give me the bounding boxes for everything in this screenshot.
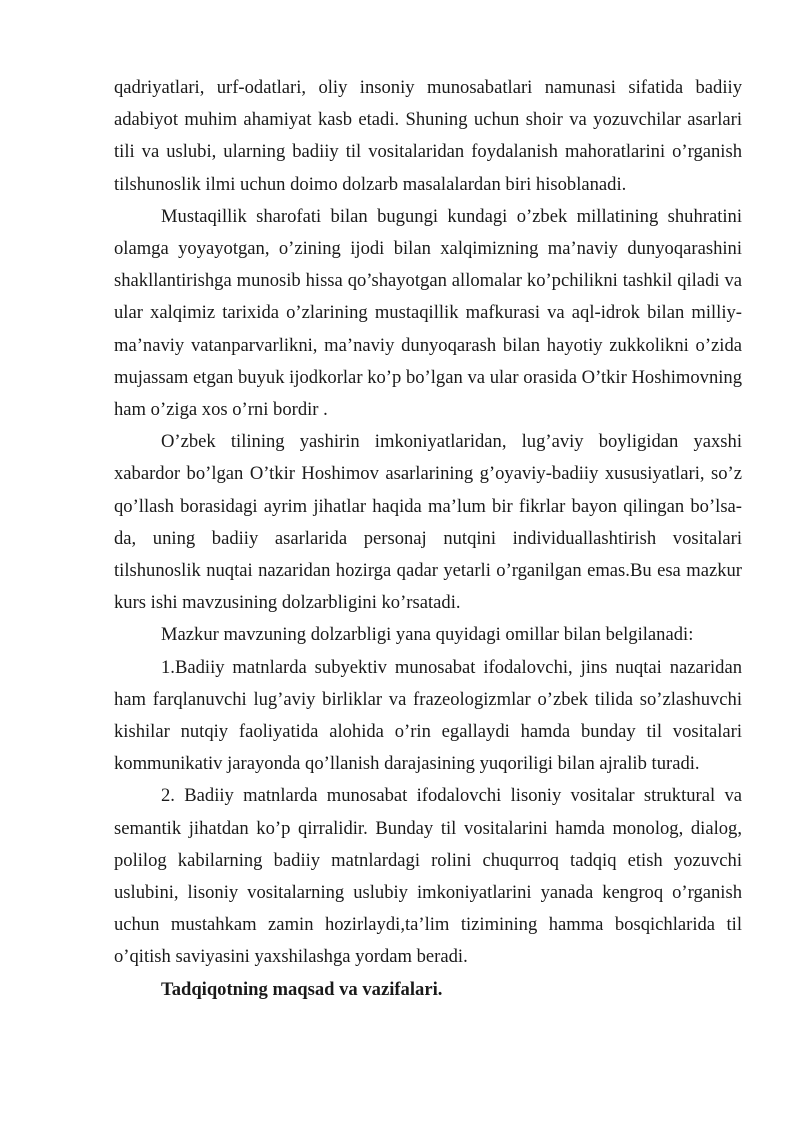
paragraph-factor-1: 1.Badiiy matnlarda subyektiv munosabat ifodalovchi, jins nuqtai nazaridan ham farqlanuvchi lug’aviy birliklar va frazeologizmlar o’zbek tilida so’zlashuvchi kishilar nutqiy faoliyatida alohida o’rin egallaydi hamda bunday til vositalari kommunikativ jarayonda qo’llanish darajasining yuqoriligi bilan ajralib turadi.: [114, 656, 742, 775]
paragraph-factors-intro: Mazkur mavzuning dolzarbligi yana quyidagi omillar bilan belgilanadi:: [161, 624, 694, 646]
document-page: [114, 72, 742, 1006]
paragraph-intro-continuation: qadriyatlari, urf-odatlari, oliy insoniy munosabatlari namunasi sifatida badiiy adabiyot muhim ahamiyat kasb etadi. Shuning uchun shoir va yozuvchilar asarlari tili va uslubi, ularning badiiy til vositalaridan foydalanish mahoratlarini o’rganish tilshunoslik ilmi uchun doimo dolzarb masalalardan biri hisoblanadi.: [114, 77, 742, 195]
section-heading: Tadqiqotning maqsad va vazifalari.: [161, 978, 443, 1000]
paragraph-independence: Mustaqillik sharofati bilan bugungi kundagi o’zbek millatining shuhratini olamga yoyayotgan, o’zining ijodi bilan xalqimizning ma’naviy dunyoqarashini shakllantirishga munosib hissa qo’shayotgan allomalar ko’pchilikni tashkil qiladi va ular xalqimiz tarixida o’zlarining mustaqillik mafkurasi va aql-idrok bilan milliy-ma’naviy vatanparvarlikni, ma’naviy dunyoqarash bilan hayotiy zukkolikni o’zida mujassam etgan buyuk ijodkorlar ko’p bo’lgan va ular orasida O’tkir Hoshimovning ham o’ziga xos o’rni bordir .: [114, 205, 742, 421]
paragraph-factor-2: 2. Badiiy matnlarda munosabat ifodalovchi lisoniy vositalar struktural va semantik jihatdan ko’p qirralidir. Bunday til vositalarini hamda monolog, dialog, polilog kabilarning badiiy matnlardagi rolini chuqurroq tadqiq etish yozuvchi uslubini, lisoniy vositalarning uslubiy imkoniyatlarini yanada kengroq o’rganish uchun mustahkam zamin hozirlaydi,ta’lim tizimining hamma bosqichlarida til o’qitish saviyasini yaxshilashga yordam beradi.: [114, 785, 742, 968]
paragraph-relevance: O’zbek tilining yashirin imkoniyatlaridan, lug’aviy boyligidan yaxshi xabardor bo’lgan O’tkir Hoshimov asarlarining g’oyaviy-badiiy xususiyatlari, so’z qo’llash borasidagi ayrim jihatlar haqida ma’lum bir fikrlar bayon qilingan bo’lsa-da, uning badiiy asarlarida personaj nutqini individuallashtirish vositalari tilshunoslik nuqtai nazaridan hozirga qadar yetarli o’rganilgan emas.Bu esa mazkur kurs ishi mavzusining dolzarbligini ko’rsatadi.: [114, 431, 742, 614]
